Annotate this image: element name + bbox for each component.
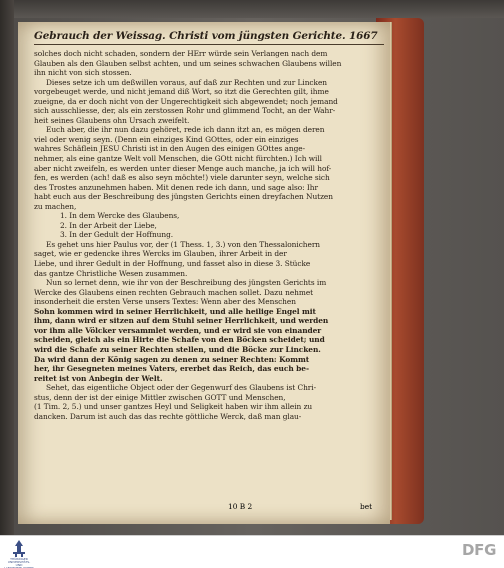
running-header: Gebrauch der Weissag. Christi vom jüngsten Gerichte. 1667 bbox=[34, 30, 384, 45]
text-line: fen, es werden (ach! daß es also seyn möchte!) viele darunter seyn, welche sich bbox=[34, 173, 330, 183]
text-line: Euch aber, die ihr nun dazu gehöret, rede ich dann itzt an, es mögen deren bbox=[46, 125, 325, 135]
text-line: Dieses setze ich um deßwillen voraus, auf daß zur Rechten und zur Lincken bbox=[46, 77, 327, 87]
catchword: bet bbox=[360, 502, 373, 511]
library-logo-text: THÜRINGER UNIVERSITÄTS- UND LANDESBIBLIOTHEK bbox=[4, 557, 35, 568]
text-line: reitet ist von Anbegin der Welt. bbox=[34, 373, 163, 383]
text-line: sich ausschliesse, der, als ein zerstossen Rohr und glimmend Tocht, an der Wahr- bbox=[34, 106, 336, 116]
page-text-block bbox=[34, 30, 384, 421]
text-line: nehmer, als eine gantze Welt voll Menschen, die GOtt nicht fürchten.) Ich will bbox=[34, 154, 322, 164]
facing-page-edge bbox=[0, 0, 14, 535]
text-line: aber nicht zweifeln, es werden unter dieser Menge auch manche, ja ich will hof- bbox=[34, 163, 332, 173]
text-line: Sohn kommen wird in seiner Herrlichkeit, und alle heilige Engel mit bbox=[34, 306, 316, 316]
text-line: scheiden, gleich als ein Hirte die Schafe von den Böcken scheidet; und bbox=[34, 335, 325, 345]
text-line: insonderheit die ersten Verse unsers Textes: Wenn aber des Menschen bbox=[34, 297, 296, 307]
text-line: zueigne, da er doch nicht von der Ungerechtigkeit sich abgewendet; noch jemand bbox=[34, 96, 338, 106]
text-line: Da wird dann der König sagen zu denen zu seiner Rechten: Kommt bbox=[34, 354, 310, 364]
text-line: habt euch aus der Beschreibung des jüngsten Gerichts einen dreyfachen Nutzen bbox=[34, 192, 333, 202]
signature-mark: 10 B 2 bbox=[228, 502, 253, 511]
text-line: ihm, dann wird er sitzen auf dem Stuhl seiner Herrlichkeit, und werden bbox=[34, 316, 329, 326]
book-page bbox=[18, 22, 390, 524]
viewer-footer-bar bbox=[0, 535, 504, 568]
text-line: heit seines Glaubens ohn Ursach zweifelt. bbox=[34, 115, 190, 125]
text-line: Liebe, und ihrer Gedult in der Hoffnung, und fasset also in diese 3. Stücke bbox=[34, 259, 311, 269]
text-line: wird die Schafe zu seiner Rechten stellen, und die Böcke zur Lincken. bbox=[34, 344, 321, 354]
text-line: wahres Schäflein JESU Christi ist in den Augen des einigen GOttes ange- bbox=[34, 144, 306, 154]
body-text bbox=[34, 49, 384, 421]
text-line: stus, denn der ist der einige Mittler zwischen GOTT und Menschen, bbox=[34, 392, 286, 402]
text-line: solches doch nicht schaden, sondern der HErr würde sein Verlangen nach dem bbox=[34, 49, 328, 58]
dfg-logo[interactable]: DFG bbox=[462, 541, 497, 559]
text-line: Nun so lernet denn, wie ihr von der Beschreibung des jüngsten Gerichts im bbox=[46, 278, 327, 288]
text-line: saget, wie er gedencke ihres Wercks im Glauben, ihrer Arbeit in der bbox=[34, 249, 287, 259]
text-line: das gantze Christliche Wesen zusammen. bbox=[34, 268, 188, 278]
text-line: Glauben als den Glauben selbst achten, und um seines schwachen Glaubens willen bbox=[34, 58, 342, 68]
text-line: 2. In der Arbeit der Liebe, bbox=[60, 220, 157, 230]
top-shadow bbox=[14, 0, 504, 18]
text-line: ihn nicht von sich stossen. bbox=[34, 68, 132, 78]
text-line: dancken. Darum ist auch das das rechte göttliche Werck, daß man glau- bbox=[34, 411, 302, 421]
text-line: des Trostes anzunehmen haben. Mit denen rede ich dann, und sage also: Ihr bbox=[34, 182, 318, 192]
text-line: zu machen, bbox=[34, 201, 77, 211]
text-line: her, ihr Gesegneten meines Vaters, ererbet das Reich, das euch be- bbox=[34, 364, 309, 374]
text-line: vor ihm alle Völcker versammlet werden, und er wird sie von einander bbox=[34, 325, 322, 335]
text-line: viel oder wenig seyn. (Denn ein einziges Kind GOttes, oder ein einziges bbox=[34, 134, 299, 144]
text-line: Wercke des Glaubens einen rechten Gebrauch machen sollet. Dazu nehmet bbox=[34, 287, 314, 297]
text-line: 1. In dem Wercke des Glaubens, bbox=[60, 211, 180, 221]
text-line: vorgebeuget werde, und nicht jemand diß Wort, so itzt die Gerechten gilt, ihme bbox=[34, 87, 329, 97]
text-line: Sehet, das eigentliche Object oder der Gegenwurf des Glaubens ist Chri- bbox=[46, 383, 317, 393]
text-line: Es gehet uns hier Paulus vor, der (1 Thess. 1, 3.) von den Thessalonichern bbox=[46, 239, 321, 249]
text-line: (1 Tim. 2, 5.) und unser gantzes Heyl und Seligkeit haben wir ihm allein zu bbox=[34, 402, 313, 412]
text-line: 3. In der Gedult der Hoffnung. bbox=[60, 230, 174, 240]
